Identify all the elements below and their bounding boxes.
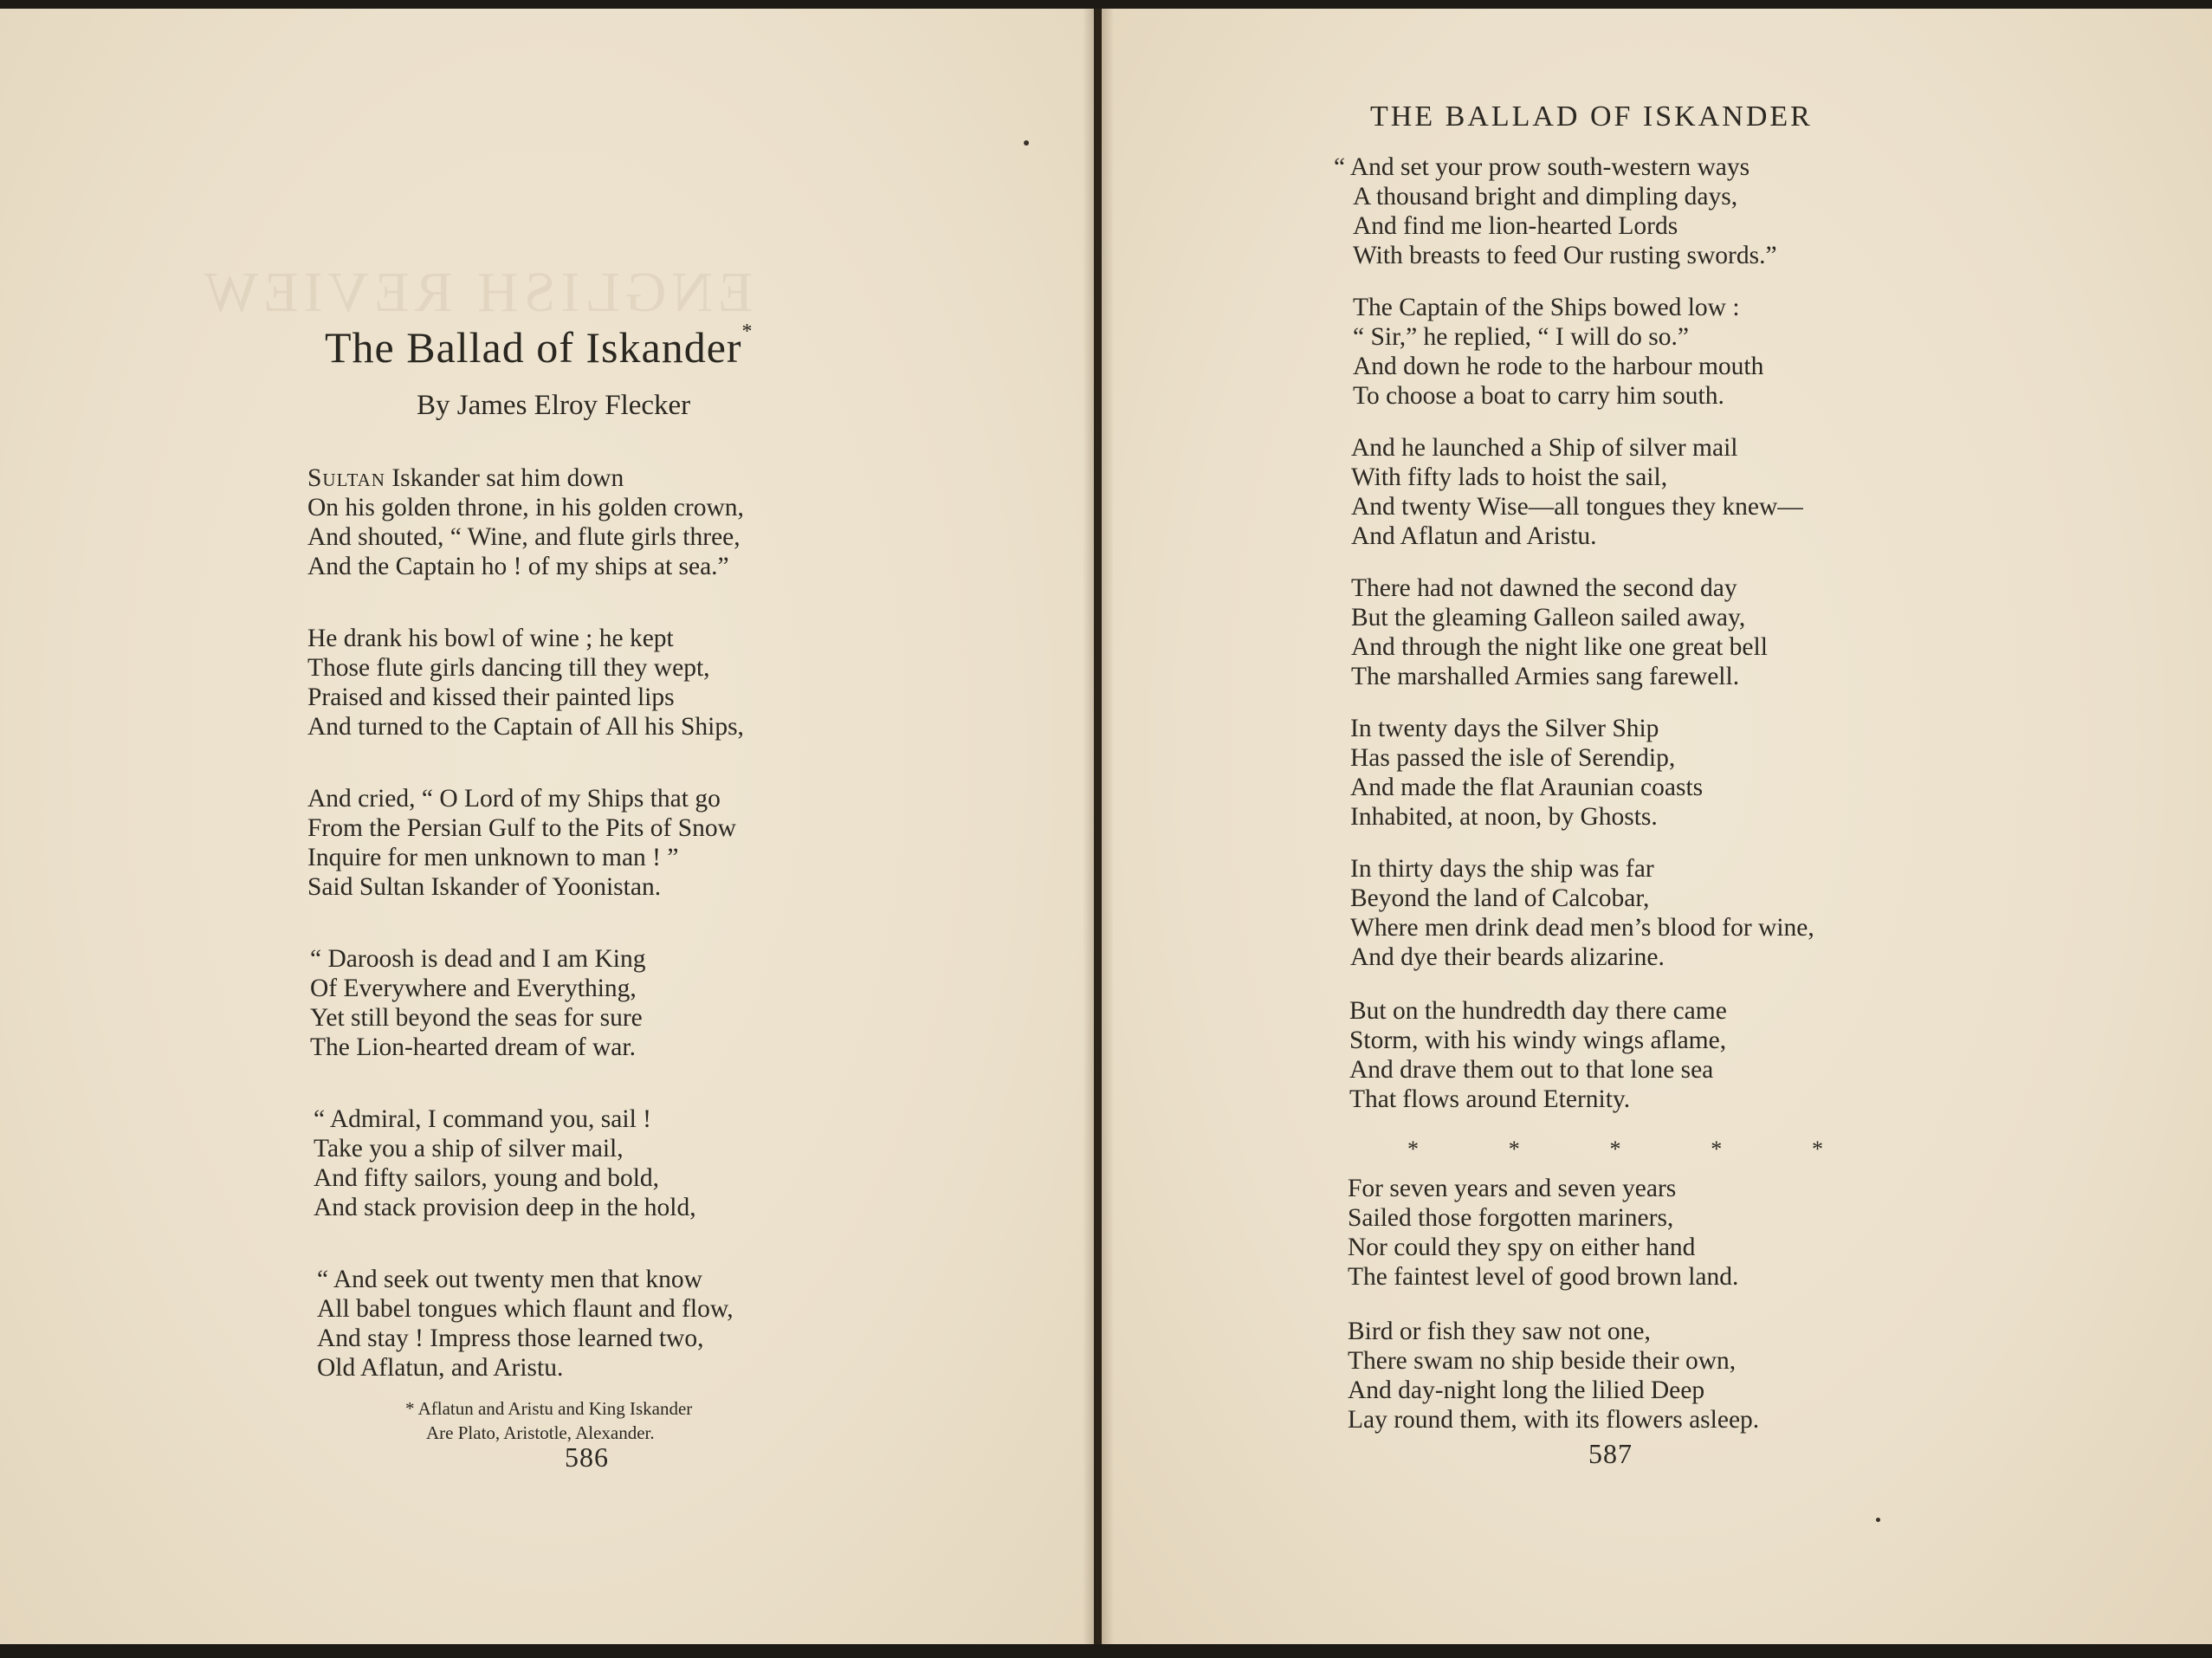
stanza [1350, 714, 1703, 832]
verse-line: And cried, “ O Lord of my Ships that go [307, 785, 721, 813]
stanza [1349, 996, 1727, 1114]
verse-line: Nor could they spy on either hand [1348, 1234, 1696, 1261]
separator-asterisk: * [1407, 1137, 1419, 1162]
footnote-line: Are Plato, Aristotle, Alexander. [426, 1422, 655, 1443]
scan-bottom-edge [0, 1644, 2212, 1658]
ink-speck [1024, 140, 1029, 146]
separator-asterisk: * [1508, 1137, 1520, 1162]
verse-line: Lay round them, with its flowers asleep. [1348, 1406, 1760, 1434]
page-number: 587 [1588, 1438, 1633, 1469]
stanza [317, 1265, 734, 1383]
verse-line: And day-night long the lilied Deep [1348, 1376, 1705, 1404]
verse-line: Has passed the isle of Serendip, [1350, 744, 1676, 772]
verse-line: The faintest level of good brown land. [1348, 1263, 1739, 1291]
left-page [0, 0, 1094, 1658]
verse-line: All babel tongues which flaunt and flow, [317, 1295, 734, 1323]
verse-line: For seven years and seven years [1348, 1175, 1677, 1202]
stanza [1348, 1174, 1738, 1292]
small-caps-word: Sultan [307, 464, 385, 492]
stanza [1334, 152, 1777, 270]
verse-line: The Captain of the Ships bowed low : [1353, 294, 1740, 321]
footnote [405, 1396, 692, 1445]
verse-line: Old Aflatun, and Aristu. [317, 1354, 564, 1382]
show-through-text: ENGLISH REVIEW [199, 261, 754, 324]
verse-line: And Aflatun and Aristu. [1351, 522, 1597, 550]
verse-line: And turned to the Captain of All his Ships, [307, 713, 744, 741]
verse-line: Storm, with his windy wings aflame, [1349, 1027, 1727, 1054]
verse-line: With breasts to feed Our rusting swords.” [1353, 242, 1777, 269]
stanza [314, 1104, 696, 1222]
verse-line: And down he rode to the harbour mouth [1353, 353, 1764, 380]
verse-line: “ And seek out twenty men that know [317, 1266, 702, 1293]
stanza [310, 944, 646, 1062]
page-number: 586 [565, 1441, 609, 1473]
verse-line: Bird or fish they saw not one, [1348, 1318, 1651, 1345]
verse-line [307, 463, 744, 493]
verse-line: And through the night like one great bell [1351, 633, 1768, 661]
verse-line: Praised and kissed their painted lips [307, 683, 675, 711]
verse-line: Beyond the land of Calcobar, [1350, 884, 1650, 912]
verse-line: There swam no ship beside their own, [1348, 1347, 1737, 1375]
verse-line-text: Iskander sat him down [385, 464, 624, 492]
verse-line: Take you a ship of silver mail, [314, 1135, 624, 1163]
verse-line: Said Sultan Iskander of Yoonistan. [307, 873, 662, 901]
verse-line: With fifty lads to hoist the sail, [1351, 463, 1668, 491]
stanza [307, 784, 736, 902]
footnote-line: * Aflatun and Aristu and King Iskander [405, 1398, 693, 1419]
verse-line: Inquire for men unknown to man ! ” [307, 844, 679, 871]
verse-line: He drank his bowl of wine ; he kept [307, 625, 674, 652]
verse-line: To choose a boat to carry him south. [1353, 382, 1724, 410]
verse-line: Yet still beyond the seas for sure [310, 1004, 643, 1032]
verse-line: And stay ! Impress those learned two, [317, 1324, 704, 1352]
running-head: THE BALLAD OF ISKANDER [1370, 100, 1813, 133]
section-separator [1407, 1137, 1823, 1163]
author-byline: By James Elroy Flecker [417, 390, 691, 421]
verse-line: And made the flat Araunian coasts [1350, 774, 1704, 801]
verse-line: There had not dawned the second day [1351, 574, 1737, 602]
separator-asterisk: * [1711, 1137, 1723, 1162]
verse-line: Those flute girls dancing till they wept, [307, 654, 710, 682]
verse-line: And fifty sailors, young and bold, [314, 1164, 660, 1192]
poem-title-text: The Ballad of Iskander [325, 323, 742, 372]
verse-line: That flows around Eternity. [1349, 1085, 1631, 1113]
stanza [1348, 1317, 1759, 1435]
verse-line: “ Sir,” he replied, “ I will do so.” [1353, 323, 1689, 351]
verse-line: A thousand bright and dimpling days, [1353, 183, 1738, 210]
verse-line: Where men drink dead men’s blood for wine, [1350, 914, 1814, 942]
stanza [1353, 293, 1763, 411]
footnote-marker: * [741, 321, 754, 343]
verse-line: And he launched a Ship of silver mail [1351, 434, 1738, 462]
verse-line: In twenty days the Silver Ship [1350, 715, 1659, 742]
poem-title [325, 322, 754, 372]
verse-line: The marshalled Armies sang farewell. [1351, 663, 1740, 690]
verse-line: And find me lion-hearted Lords [1353, 212, 1678, 240]
stanza [307, 463, 744, 581]
verse-line: Inhabited, at noon, by Ghosts. [1350, 803, 1658, 831]
verse-line: And stack provision deep in the hold, [314, 1194, 696, 1221]
right-page [1102, 0, 2212, 1658]
ink-speck [1876, 1518, 1880, 1522]
verse-line: But the gleaming Galleon sailed away, [1351, 604, 1746, 631]
verse-line: On his golden throne, in his golden crown, [307, 494, 744, 521]
verse-line: But on the hundredth day there came [1349, 997, 1727, 1025]
verse-line: And dye their beards alizarine. [1350, 943, 1665, 971]
stanza [1351, 433, 1803, 551]
verse-line: Sailed those forgotten mariners, [1348, 1204, 1674, 1232]
verse-line: And shouted, “ Wine, and flute girls three, [307, 523, 741, 551]
verse-line: And twenty Wise—all tongues they knew— [1351, 493, 1803, 521]
stanza [307, 624, 744, 742]
verse-line: Of Everywhere and Everything, [310, 975, 637, 1002]
verse-line: From the Persian Gulf to the Pits of Snow [307, 814, 736, 842]
verse-line: And drave them out to that lone sea [1349, 1056, 1714, 1084]
verse-line: In thirty days the ship was far [1350, 855, 1654, 883]
verse-line: “ And set your prow south-western ways [1334, 153, 1750, 181]
verse-line: The Lion-hearted dream of war. [310, 1033, 636, 1061]
verse-line: “ Admiral, I command you, sail ! [314, 1105, 651, 1133]
separator-asterisk: * [1609, 1137, 1621, 1162]
verse-line: “ Daroosh is dead and I am King [310, 945, 646, 973]
stanza [1350, 854, 1814, 972]
separator-asterisk: * [1812, 1137, 1823, 1162]
stanza [1351, 573, 1768, 691]
scan-top-edge [0, 0, 2212, 9]
verse-line: And the Captain ho ! of my ships at sea.” [307, 553, 729, 580]
book-gutter [1083, 0, 1114, 1658]
